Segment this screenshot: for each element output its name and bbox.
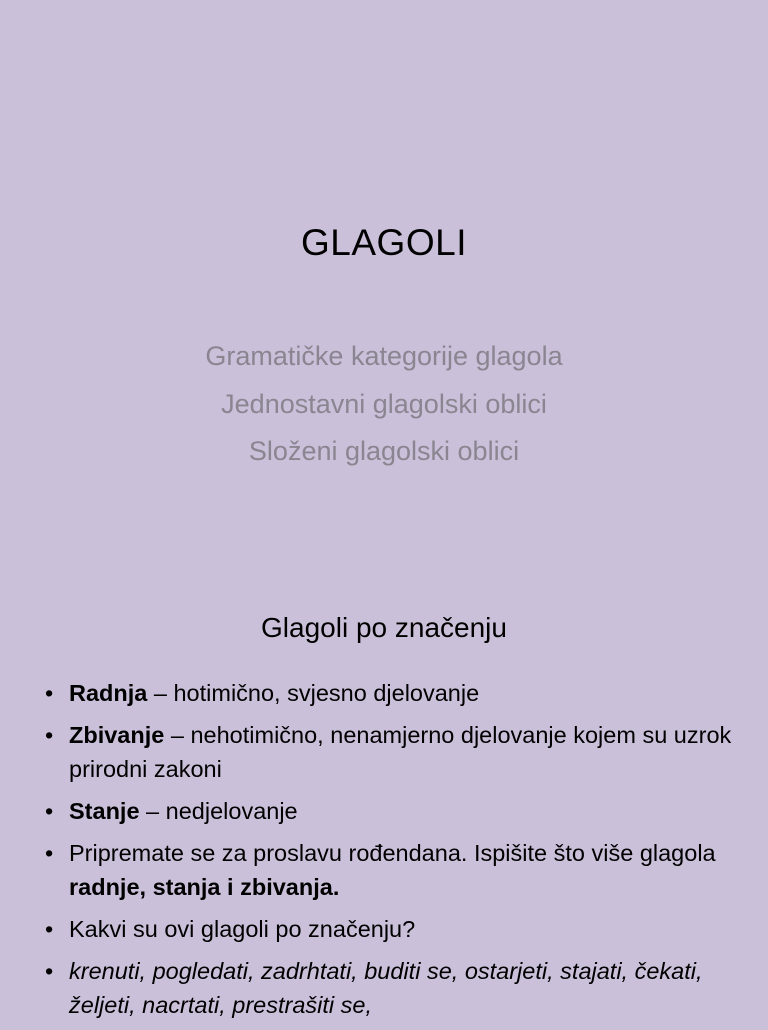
bullet-text: Kakvi su ovi glagoli po značenju?: [69, 916, 416, 942]
bullet-example-verbs: krenuti, pogledati, zadrhtati, buditi se, ostarjeti, stajati, čekati, željeti, nacrtati, prestrašiti se,: [69, 958, 703, 1018]
bullet-dot-icon: •: [45, 798, 54, 824]
bullet-item: [43, 836, 733, 904]
bullet-dot-icon: •: [45, 840, 54, 866]
bullet-item: [43, 954, 733, 1022]
bullet-term: Radnja: [69, 680, 148, 706]
bullet-emphasis: radnje, stanja i zbivanja.: [69, 874, 340, 900]
bullet-item: [43, 794, 733, 828]
bullet-dot-icon: •: [45, 916, 54, 942]
subtitle-line: Jednostavni glagolski oblici: [221, 388, 547, 419]
bullet-dot-icon: •: [45, 722, 54, 748]
bullet-dot-icon: •: [45, 958, 54, 984]
bullet-text: – nehotimično, nenamjerno djelovanje kojem su uzrok prirodni zakoni: [69, 722, 732, 782]
bullet-item: [43, 912, 733, 946]
bullet-term: Zbivanje: [69, 722, 165, 748]
slide-heading: Glagoli po značenju: [261, 612, 507, 643]
subtitle-line: Gramatičke kategorije glagola: [205, 341, 563, 371]
bullet-term: Stanje: [69, 798, 140, 824]
slide-content: [0, 576, 768, 1024]
page-title: GLAGOLI: [301, 222, 467, 263]
bullet-dot-icon: •: [45, 680, 54, 706]
bullet-text: – hotimično, svjesno djelovanje: [147, 680, 480, 706]
bullet-text: Pripremate se za proslavu rođendana. Ispišite što više glagola: [69, 840, 716, 866]
bullet-item: [43, 718, 733, 786]
bullet-text: – nedjelovanje: [139, 798, 298, 824]
bullet-list: [43, 676, 733, 1030]
subtitle-line: Složeni glagolski oblici: [248, 436, 520, 466]
bullet-item: [43, 676, 733, 710]
subtitle-block: [0, 333, 768, 476]
